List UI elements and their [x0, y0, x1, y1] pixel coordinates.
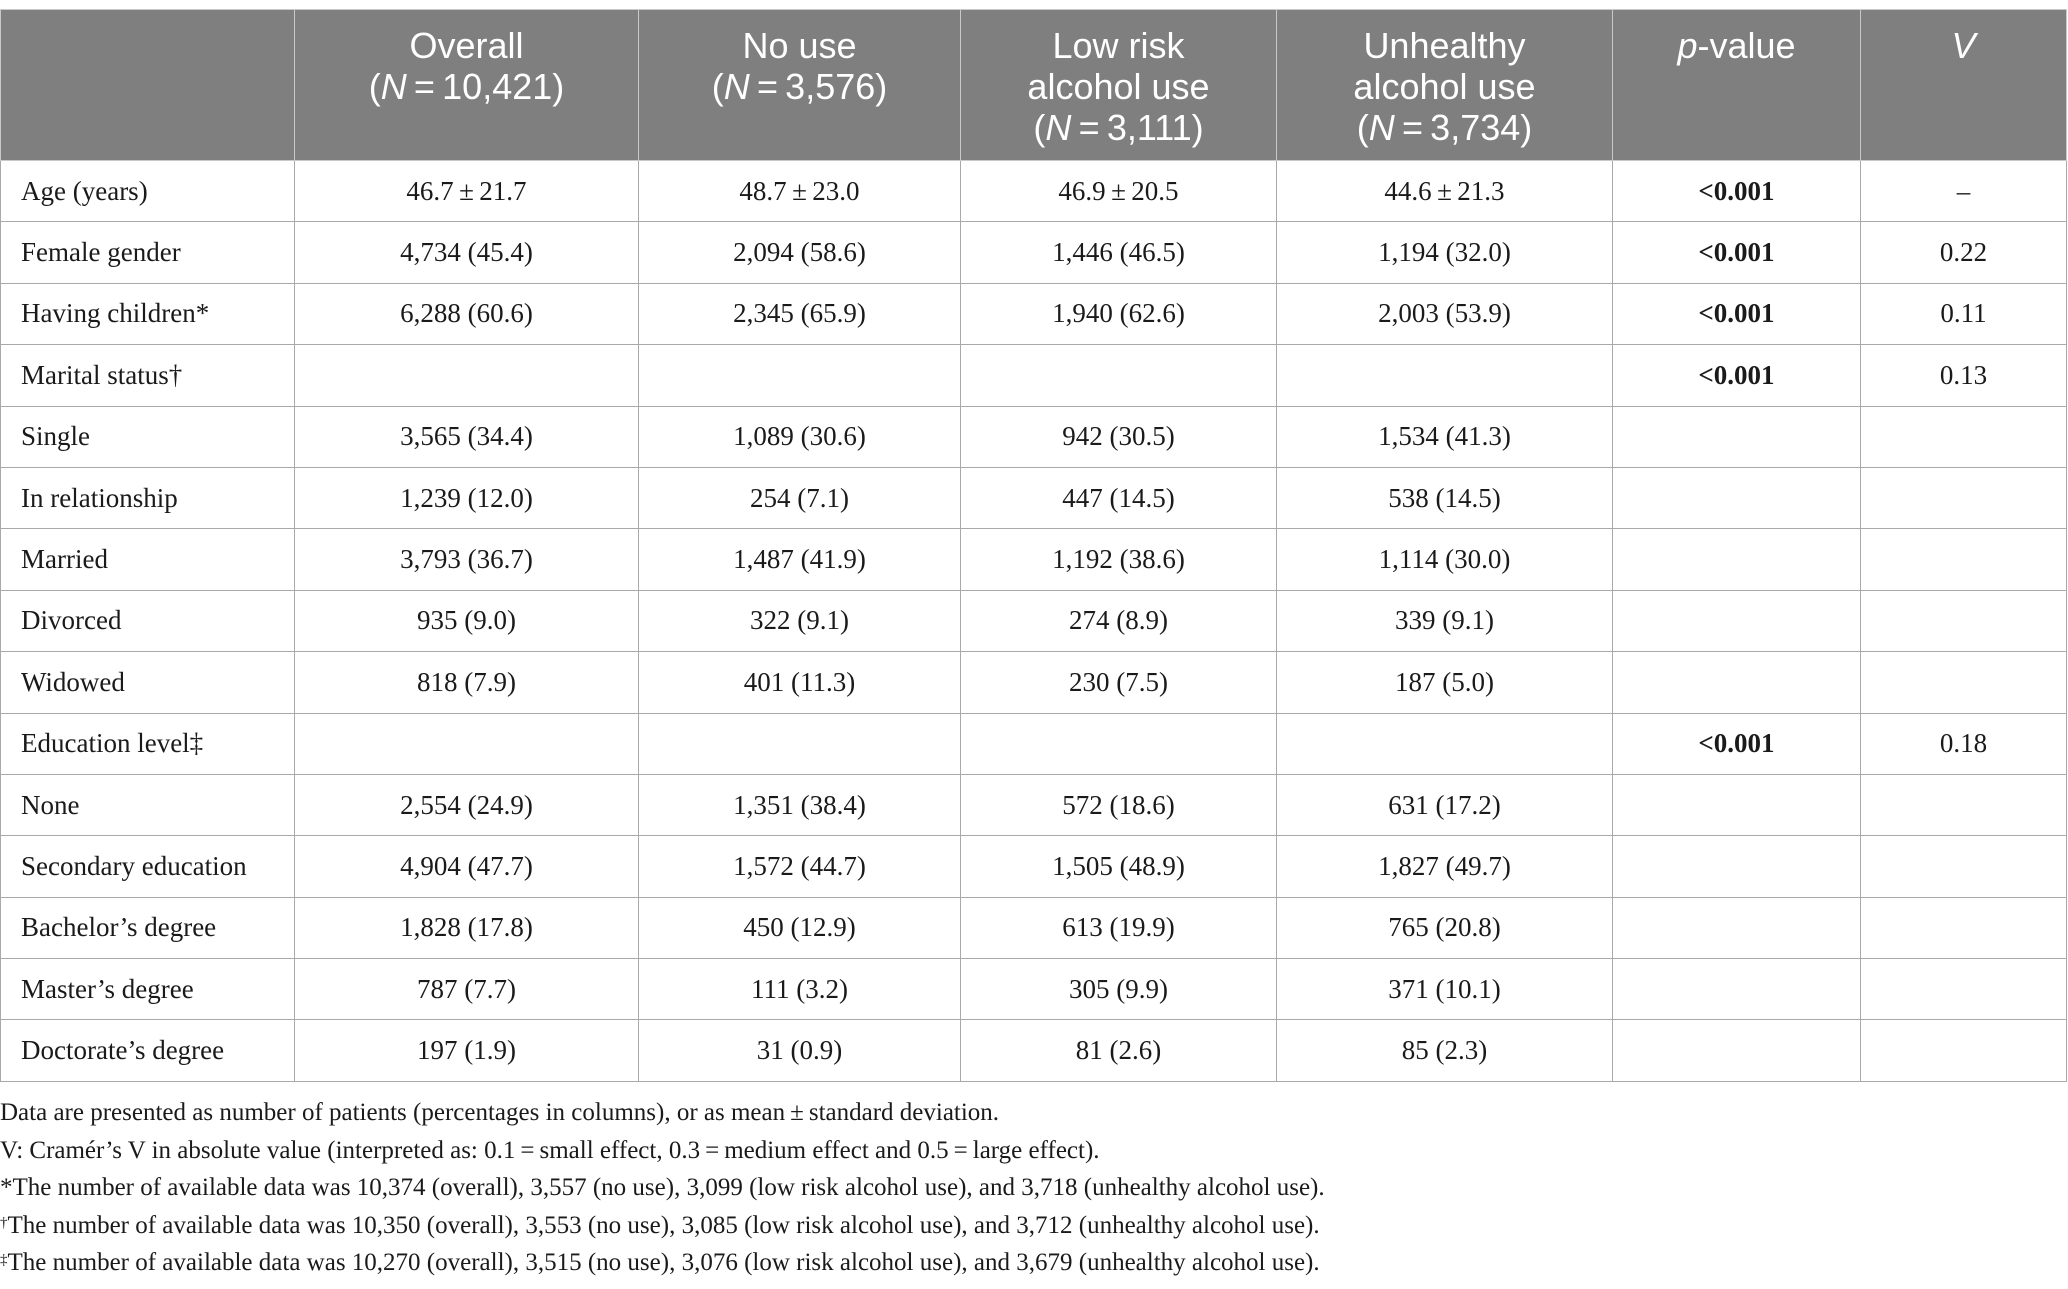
table-cell: 1,446 (46.5)	[961, 222, 1277, 283]
table-cell: 81 (2.6)	[961, 1020, 1277, 1081]
table-cell: 401 (11.3)	[639, 652, 961, 713]
table-cell	[1613, 529, 1861, 590]
table-row	[1, 529, 2067, 590]
table-cell: 538 (14.5)	[1277, 467, 1613, 528]
footnote	[0, 1169, 2060, 1207]
table-cell: 85 (2.3)	[1277, 1020, 1613, 1081]
table-cell: 4,734 (45.4)	[295, 222, 639, 283]
table-cell	[1613, 897, 1861, 958]
table-cell	[1613, 774, 1861, 835]
table-row	[1, 836, 2067, 897]
table-cell: 31 (0.9)	[639, 1020, 961, 1081]
header-p-value	[1613, 10, 1861, 161]
table-cell	[1613, 590, 1861, 651]
header-line: p-value	[1677, 25, 1796, 66]
table-cell: 230 (7.5)	[961, 652, 1277, 713]
table-cell: 942 (30.5)	[961, 406, 1277, 467]
table-row	[1, 467, 2067, 528]
row-label: Widowed	[1, 652, 295, 713]
header-line: Unhealthy	[1363, 25, 1526, 66]
table-cell	[295, 345, 639, 406]
table-cell: <0.001	[1613, 222, 1861, 283]
row-label: In relationship	[1, 467, 295, 528]
header-line: (N = 10,421)	[368, 66, 565, 107]
footnote	[0, 1132, 2060, 1170]
table-row	[1, 222, 2067, 283]
header-line: alcohol use	[1027, 66, 1210, 107]
table-cell: 1,828 (17.8)	[295, 897, 639, 958]
footnote	[0, 1244, 2060, 1282]
table-cell: 1,487 (41.9)	[639, 529, 961, 590]
table-row	[1, 1020, 2067, 1081]
table-cell	[1277, 345, 1613, 406]
table-cell: 254 (7.1)	[639, 467, 961, 528]
row-label: Secondary education	[1, 836, 295, 897]
table-cell: 274 (8.9)	[961, 590, 1277, 651]
table-cell: 322 (9.1)	[639, 590, 961, 651]
table-cell: 1,572 (44.7)	[639, 836, 961, 897]
row-label: Married	[1, 529, 295, 590]
header-low-risk	[961, 10, 1277, 161]
table-cell: 371 (10.1)	[1277, 959, 1613, 1020]
header-line: (N = 3,111)	[1033, 107, 1204, 148]
row-label: Divorced	[1, 590, 295, 651]
table-cell	[1861, 836, 2067, 897]
header-line: Low risk	[1052, 25, 1185, 66]
table-cell	[295, 713, 639, 774]
table-cell	[1861, 590, 2067, 651]
demographics-table	[0, 9, 2067, 1082]
header-overall	[295, 10, 639, 161]
row-label: Single	[1, 406, 295, 467]
header-row	[1, 10, 2067, 161]
table-cell	[1861, 406, 2067, 467]
table-cell: 0.18	[1861, 713, 2067, 774]
table-cell	[1861, 1020, 2067, 1081]
table-cell: 787 (7.7)	[295, 959, 639, 1020]
header-line: V	[1951, 25, 1976, 66]
table-row	[1, 959, 2067, 1020]
footnote	[0, 1094, 2060, 1132]
table-cell: 765 (20.8)	[1277, 897, 1613, 958]
table-cell: 48.7 ± 23.0	[639, 161, 961, 222]
header-line: No use	[742, 25, 857, 66]
table-cell	[1613, 836, 1861, 897]
row-label: Female gender	[1, 222, 295, 283]
header-blank	[1, 10, 295, 161]
table-row	[1, 161, 2067, 222]
table-cell	[639, 713, 961, 774]
table-cell: 631 (17.2)	[1277, 774, 1613, 835]
table-cell	[1861, 774, 2067, 835]
table-cell	[1613, 652, 1861, 713]
table-cell: 2,345 (65.9)	[639, 283, 961, 344]
row-label: Doctorate’s degree	[1, 1020, 295, 1081]
footnote-text: The number of available data was 10,270 (overall), 3,515 (no use), 3,076 (low risk alcohol use), and 3,679 (unhealthy alcohol use).	[7, 1249, 1320, 1276]
header-no-use	[639, 10, 961, 161]
table-cell: 2,003 (53.9)	[1277, 283, 1613, 344]
table-cell	[1861, 529, 2067, 590]
table-cell: 447 (14.5)	[961, 467, 1277, 528]
row-label: Age (years)	[1, 161, 295, 222]
footnote-text: The number of available data was 10,374 (overall), 3,557 (no use), 3,099 (low risk alcohol use), and 3,718 (unhealthy alcohol use).	[12, 1174, 1325, 1201]
footnote-text: V: Cramér’s V in absolute value (interpreted as: 0.1 = small effect, 0.3 = medium effect and 0.5 = large effect).	[0, 1136, 1100, 1164]
table-cell: <0.001	[1613, 345, 1861, 406]
table-cell: 1,194 (32.0)	[1277, 222, 1613, 283]
header-v	[1861, 10, 2067, 161]
table-cell: 450 (12.9)	[639, 897, 961, 958]
footnote-mark: *	[0, 1174, 13, 1201]
table-cell: <0.001	[1613, 161, 1861, 222]
row-label: Having children*	[1, 283, 295, 344]
table-row	[1, 897, 2067, 958]
table-cell: 1,534 (41.3)	[1277, 406, 1613, 467]
table-body	[1, 161, 2067, 1082]
table-cell: 44.6 ± 21.3	[1277, 161, 1613, 222]
header-line: alcohol use	[1353, 66, 1536, 107]
table-cell: <0.001	[1613, 713, 1861, 774]
table-cell: 6,288 (60.6)	[295, 283, 639, 344]
table-cell	[1613, 1020, 1861, 1081]
table-cell: 2,094 (58.6)	[639, 222, 961, 283]
footnote-text: The number of available data was 10,350 (overall), 3,553 (no use), 3,085 (low risk alcohol use), and 3,712 (unhealthy alcohol use).	[7, 1211, 1320, 1239]
table-cell: 1,114 (30.0)	[1277, 529, 1613, 590]
table-cell	[1613, 406, 1861, 467]
header-unhealthy	[1277, 10, 1613, 161]
table-cell: 1,505 (48.9)	[961, 836, 1277, 897]
table-cell: 935 (9.0)	[295, 590, 639, 651]
table-header	[1, 10, 2067, 161]
footnote-text: Data are presented as number of patients (percentages in columns), or as mean ± standard deviation.	[0, 1099, 1000, 1126]
table-cell	[1861, 897, 2067, 958]
row-label: None	[1, 774, 295, 835]
table-row	[1, 713, 2067, 774]
table-cell	[1861, 959, 2067, 1020]
table-cell	[1277, 713, 1613, 774]
footnote-mark: †	[0, 1214, 8, 1231]
table-cell: 3,565 (34.4)	[295, 406, 639, 467]
table-cell: 572 (18.6)	[961, 774, 1277, 835]
table-cell: 339 (9.1)	[1277, 590, 1613, 651]
table-row	[1, 652, 2067, 713]
header-line: Overall	[409, 25, 524, 66]
table-cell: 197 (1.9)	[295, 1020, 639, 1081]
table-cell: 1,940 (62.6)	[961, 283, 1277, 344]
table-cell: 4,904 (47.7)	[295, 836, 639, 897]
table-row	[1, 590, 2067, 651]
table-cell	[1613, 959, 1861, 1020]
table-cell	[1861, 652, 2067, 713]
table-cell: 46.7 ± 21.7	[295, 161, 639, 222]
table-cell: 111 (3.2)	[639, 959, 961, 1020]
table-cell: <0.001	[1613, 283, 1861, 344]
row-label: Bachelor’s degree	[1, 897, 295, 958]
table-cell: 305 (9.9)	[961, 959, 1277, 1020]
table-cell: –	[1861, 161, 2067, 222]
table-cell: 1,351 (38.4)	[639, 774, 961, 835]
table-cell: 187 (5.0)	[1277, 652, 1613, 713]
header-line: (N = 3,734)	[1356, 107, 1533, 148]
footnote-mark: ‡	[0, 1252, 8, 1268]
table-cell	[961, 713, 1277, 774]
table-cell: 0.13	[1861, 345, 2067, 406]
table-row	[1, 345, 2067, 406]
table-cell: 613 (19.9)	[961, 897, 1277, 958]
table-cell: 818 (7.9)	[295, 652, 639, 713]
table-cell: 46.9 ± 20.5	[961, 161, 1277, 222]
table-cell: 1,239 (12.0)	[295, 467, 639, 528]
header-line: (N = 3,576)	[711, 66, 888, 107]
table-cell: 3,793 (36.7)	[295, 529, 639, 590]
table-cell: 1,827 (49.7)	[1277, 836, 1613, 897]
footnote	[0, 1207, 2060, 1245]
table-row	[1, 406, 2067, 467]
table-cell: 0.22	[1861, 222, 2067, 283]
table-cell: 2,554 (24.9)	[295, 774, 639, 835]
row-label: Master’s degree	[1, 959, 295, 1020]
table-footnotes	[0, 1094, 2060, 1282]
row-label: Marital status†	[1, 345, 295, 406]
row-label: Education level‡	[1, 713, 295, 774]
table-cell	[1613, 467, 1861, 528]
table-cell	[639, 345, 961, 406]
table-cell: 1,089 (30.6)	[639, 406, 961, 467]
table-cell: 0.11	[1861, 283, 2067, 344]
table-row	[1, 283, 2067, 344]
table-cell	[961, 345, 1277, 406]
table-cell: 1,192 (38.6)	[961, 529, 1277, 590]
table-row	[1, 774, 2067, 835]
table-cell	[1861, 467, 2067, 528]
